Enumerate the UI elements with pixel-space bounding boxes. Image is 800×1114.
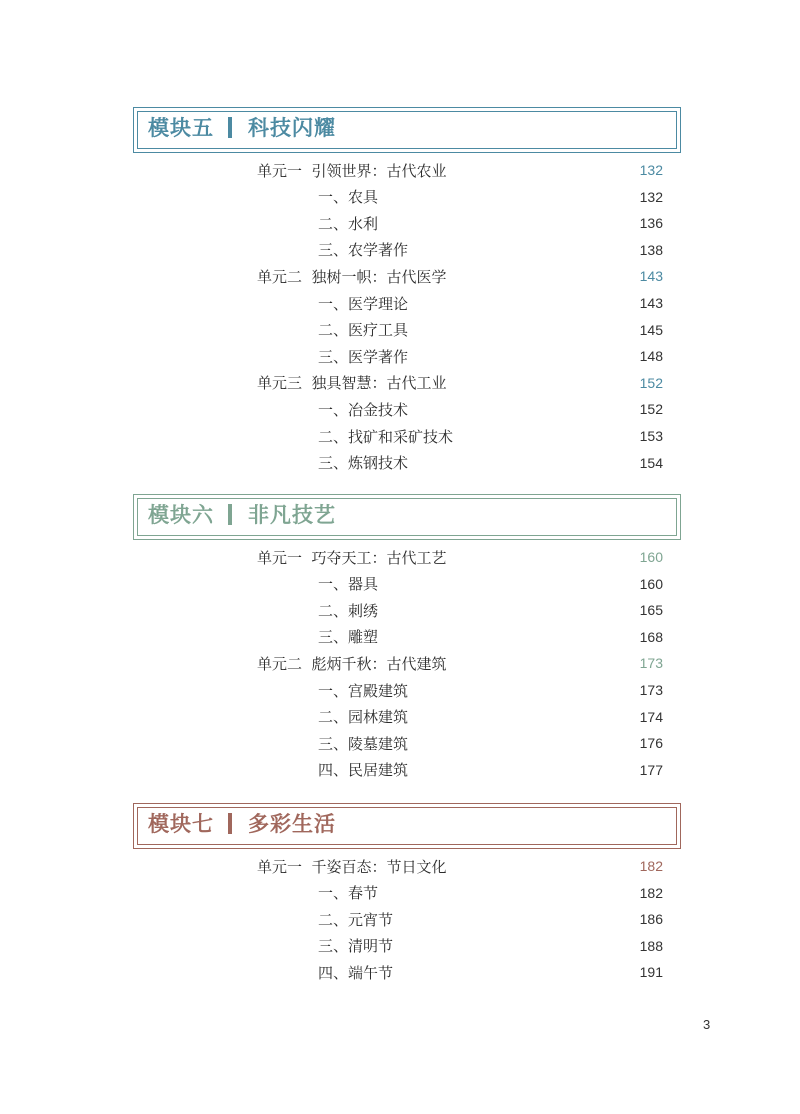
section-page: 152 bbox=[639, 401, 663, 418]
section-label: 二、刺绣 bbox=[318, 601, 379, 620]
toc-section-entry[interactable] bbox=[318, 451, 663, 475]
toc-section-entry[interactable] bbox=[318, 572, 663, 596]
unit-label: 单元一 引领世界：古代农业 bbox=[257, 161, 447, 180]
section-page: 165 bbox=[639, 602, 663, 619]
section-label: 三、炼钢技术 bbox=[318, 454, 409, 473]
section-label: 一、宫殿建筑 bbox=[318, 681, 409, 700]
section-label: 三、医学著作 bbox=[318, 347, 409, 366]
section-label: 三、陵墓建筑 bbox=[318, 734, 409, 753]
section-page: 174 bbox=[639, 708, 663, 725]
toc-section-entry[interactable] bbox=[318, 318, 663, 342]
divider-bar bbox=[228, 117, 232, 138]
section-page: 153 bbox=[639, 428, 663, 444]
module-subtitle: 非凡技艺 bbox=[248, 502, 336, 527]
section-page: 148 bbox=[639, 348, 663, 365]
section-page: 176 bbox=[639, 735, 663, 752]
section-page: 160 bbox=[639, 575, 663, 592]
section-page: 136 bbox=[639, 215, 663, 232]
section-label: 二、元宵节 bbox=[318, 910, 394, 929]
module-header bbox=[133, 494, 681, 540]
section-label: 二、医疗工具 bbox=[318, 321, 409, 340]
section-page: 173 bbox=[639, 682, 663, 698]
section-page: 145 bbox=[639, 321, 663, 338]
section-page: 168 bbox=[639, 628, 663, 645]
module-title: 模块六 bbox=[148, 502, 214, 527]
toc-section-entry[interactable] bbox=[318, 731, 663, 755]
toc-section-entry[interactable] bbox=[318, 185, 663, 209]
toc-unit-entry[interactable] bbox=[257, 264, 663, 288]
unit-page: 173 bbox=[639, 655, 663, 672]
toc-unit-entry[interactable] bbox=[257, 651, 663, 675]
toc-unit-entry[interactable] bbox=[257, 158, 663, 182]
section-page: 186 bbox=[639, 911, 663, 928]
toc-unit-entry[interactable] bbox=[257, 854, 663, 878]
unit-page: 160 bbox=[639, 549, 663, 565]
divider-bar bbox=[228, 504, 232, 525]
unit-label: 单元一 巧夺天工：古代工艺 bbox=[257, 548, 447, 567]
toc-unit-entry[interactable] bbox=[257, 371, 663, 395]
toc-section-entry[interactable] bbox=[318, 758, 663, 782]
section-page: 191 bbox=[639, 964, 663, 981]
toc-section-entry[interactable] bbox=[318, 881, 663, 905]
section-label: 二、水利 bbox=[318, 214, 379, 233]
section-page: 182 bbox=[639, 884, 663, 901]
module-heading bbox=[148, 804, 336, 842]
page-number: 3 bbox=[703, 1017, 711, 1032]
section-label: 一、春节 bbox=[318, 884, 379, 903]
unit-label: 单元二 彪炳千秋：古代建筑 bbox=[257, 654, 447, 673]
module-subtitle: 科技闪耀 bbox=[248, 115, 336, 140]
toc-section-entry[interactable] bbox=[318, 960, 663, 984]
toc-unit-entry[interactable] bbox=[257, 545, 663, 569]
section-page: 143 bbox=[639, 295, 663, 311]
toc-section-entry[interactable] bbox=[318, 424, 663, 448]
section-label: 三、雕塑 bbox=[318, 628, 379, 647]
toc-section-entry[interactable] bbox=[318, 907, 663, 931]
module-title: 模块七 bbox=[148, 811, 214, 836]
section-label: 一、农具 bbox=[318, 188, 379, 207]
section-page: 177 bbox=[639, 761, 663, 778]
module-header bbox=[133, 107, 681, 153]
toc-section-entry[interactable] bbox=[318, 344, 663, 368]
section-label: 三、农学著作 bbox=[318, 241, 409, 260]
unit-page: 132 bbox=[639, 162, 663, 178]
section-label: 一、冶金技术 bbox=[318, 400, 409, 419]
unit-label: 单元一 千姿百态：节日文化 bbox=[257, 857, 447, 876]
section-page: 132 bbox=[639, 188, 663, 205]
toc-section-entry[interactable] bbox=[318, 598, 663, 622]
toc-section-entry[interactable] bbox=[318, 397, 663, 421]
section-label: 四、端午节 bbox=[318, 963, 394, 982]
section-label: 四、民居建筑 bbox=[318, 761, 409, 780]
unit-page: 152 bbox=[639, 374, 663, 391]
toc-section-entry[interactable] bbox=[318, 291, 663, 315]
module-header bbox=[133, 803, 681, 849]
section-page: 138 bbox=[639, 241, 663, 258]
module-title: 模块五 bbox=[148, 115, 214, 140]
toc-section-entry[interactable] bbox=[318, 705, 663, 729]
unit-label: 单元三 独具智慧：古代工业 bbox=[257, 374, 447, 393]
section-label: 一、器具 bbox=[318, 575, 379, 594]
toc-section-entry[interactable] bbox=[318, 238, 663, 262]
toc-section-entry[interactable] bbox=[318, 934, 663, 958]
section-page: 188 bbox=[639, 937, 663, 954]
module-heading bbox=[148, 108, 336, 146]
section-label: 一、医学理论 bbox=[318, 294, 409, 313]
module-subtitle: 多彩生活 bbox=[248, 811, 336, 836]
section-page: 154 bbox=[639, 454, 663, 471]
toc-section-entry[interactable] bbox=[318, 678, 663, 702]
section-label: 三、清明节 bbox=[318, 937, 394, 956]
section-label: 二、园林建筑 bbox=[318, 708, 409, 727]
divider-bar bbox=[228, 813, 232, 834]
module-heading bbox=[148, 495, 336, 533]
toc-section-entry[interactable] bbox=[318, 625, 663, 649]
unit-page: 182 bbox=[639, 858, 663, 874]
toc-section-entry[interactable] bbox=[318, 211, 663, 235]
section-label: 二、找矿和采矿技术 bbox=[318, 427, 454, 446]
unit-page: 143 bbox=[639, 268, 663, 285]
unit-label: 单元二 独树一帜：古代医学 bbox=[257, 267, 447, 286]
